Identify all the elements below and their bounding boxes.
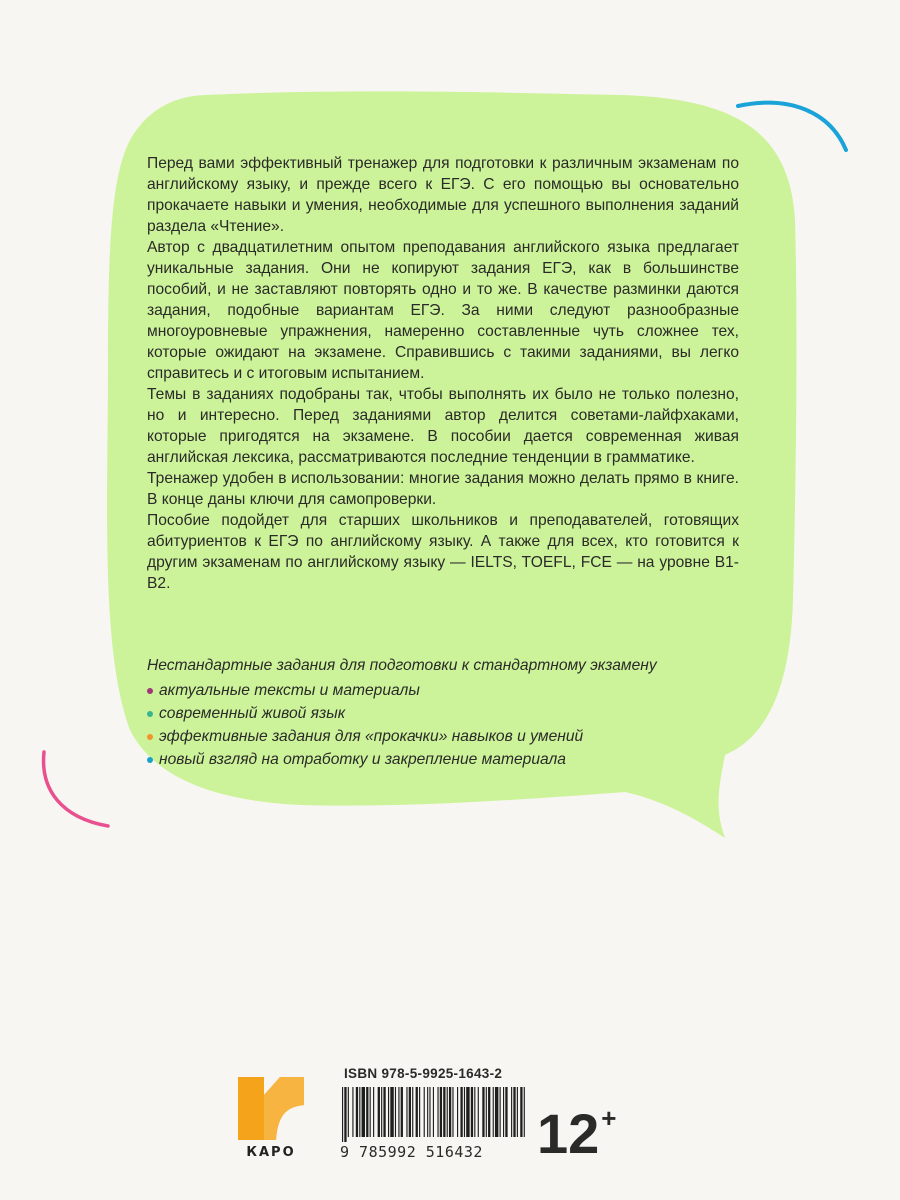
age-rating-plus: + [601,1103,617,1133]
karo-k-icon [238,1077,304,1140]
publisher-logo [238,1077,304,1160]
barcode-bar [471,1087,473,1137]
publisher-name: КАРО [246,1145,296,1160]
barcode-bar [373,1087,374,1137]
barcode-bar [440,1087,442,1137]
description-paragraph: Темы в заданиях подобраны так, чтобы выполнять их было не только полезно, но и интересно. Перед заданиями автор делится советами-лайфхаками, которые пригодятся на экзамене. В пособии дается современная живая английская лексика, рассматриваются последние тенденции в грамматике. [147,386,739,466]
description-paragraph: Перед вами эффективный тренажер для подготовки к различным экзаменам по английскому языку, и прежде всего к ЕГЭ. С его помощью вы основательно прокачаете навыки и умения, необходимые для успешного выполнения заданий раздела «Чтение». [147,155,739,235]
barcode-bar [482,1087,484,1137]
features-heading: Нестандартные задания для подготовки к стандартному экзамену [147,657,657,674]
feature-item [147,679,747,702]
barcode-bar [412,1087,413,1137]
barcode [340,1087,530,1142]
bullet-dot-icon [147,734,153,740]
feature-label: новый взгляд на отработку и закрепление материала [159,751,566,768]
barcode-bar [433,1087,434,1137]
barcode-bar [383,1087,385,1137]
barcode-bar [352,1087,353,1137]
barcode-bar [378,1087,380,1137]
barcode-bar [416,1087,418,1137]
feature-label: современный живой язык [159,705,346,722]
barcode-bar [366,1087,368,1137]
feature-item [147,725,747,748]
barcode-bar [503,1087,504,1137]
barcode-bar [517,1087,518,1137]
bullet-dot-icon [147,757,153,763]
barcode-bar [488,1087,490,1137]
barcode-bar [409,1087,411,1137]
barcode-bar [452,1087,453,1137]
barcode-bar [370,1087,371,1137]
barcode-bar [520,1087,522,1137]
barcode-bar [356,1087,358,1137]
barcode-bar [398,1087,399,1137]
barcode-bar [460,1087,462,1137]
feature-item [147,748,747,771]
bullet-dot-icon [147,711,153,717]
barcode-bar [505,1087,507,1137]
barcode-bar [395,1087,396,1137]
feature-label: эффективные задания для «прокачки» навыков и умений [159,728,584,745]
description-block [147,153,739,594]
description-paragraph: Тренажер удобен в использовании: многие задания можно делать прямо в книге. В конце даны ключи для самопроверки. [147,470,739,508]
barcode-bar [424,1087,425,1137]
barcode-bar [344,1087,346,1142]
feature-item [147,702,747,725]
barcode-bar [511,1087,512,1137]
barcode-bar [493,1087,494,1137]
barcode-bar [478,1087,479,1137]
barcode-bar [466,1087,469,1137]
barcode-bar [388,1087,389,1137]
barcode-bar [406,1087,407,1137]
barcode-bar [437,1087,438,1137]
barcode-bar [447,1087,448,1137]
barcode-bar [513,1087,515,1137]
barcode-bar [449,1087,451,1137]
barcode-bar [362,1087,365,1137]
feature-label: актуальные тексты и материалы [159,682,420,699]
barcode-digits: 9 785992 516432 [340,1143,483,1161]
barcode-bar [474,1087,475,1137]
barcode-bar [464,1087,465,1137]
pink-accent-arc [44,752,108,826]
barcode-bar [457,1087,458,1137]
barcode-bar [348,1087,349,1137]
features-block [147,654,747,771]
barcode-bar [401,1087,403,1137]
barcode-bar [524,1087,525,1137]
barcode-bar [427,1087,428,1137]
barcode-bar [342,1087,343,1142]
barcode-bar [495,1087,498,1137]
barcode-bar [359,1087,360,1137]
barcode-bar [419,1087,420,1137]
barcode-bar [500,1087,501,1137]
barcode-bar [390,1087,393,1137]
barcode-bar [443,1087,445,1137]
age-rating [537,1086,616,1166]
isbn-label: ISBN 978-5-9925-1643-2 [344,1066,503,1081]
barcode-bar [429,1087,430,1137]
barcode-bar [381,1087,382,1137]
description-paragraph: Автор с двадцатилетним опытом преподавания английского языка предлагает уникальные задания. Они не копируют задания ЕГЭ, как в большинстве пособий, и не заставляют повторять одно и то же. В качестве разминки даются задания, подобные вариантам ЕГЭ. За ними следуют разнообразные многоуровневые упражнения, намеренно составленные чуть сложнее тех, которые ожидают на экзамене. Справившись с такими заданиями, вы легко справитесь и с итоговым испытанием. [147,239,739,382]
bullet-dot-icon [147,688,153,694]
age-rating-number: 12 [537,1102,600,1165]
description-paragraph: Пособие подойдет для старших школьников и преподавателей, готовящих абитуриентов к ЕГЭ по английскому языку. А также для всех, кто готовится к другим экзаменам по английскому языку — IELTS, TOEFL, FCE — на уровне B1-B2. [147,512,739,592]
barcode-bar [486,1087,487,1137]
